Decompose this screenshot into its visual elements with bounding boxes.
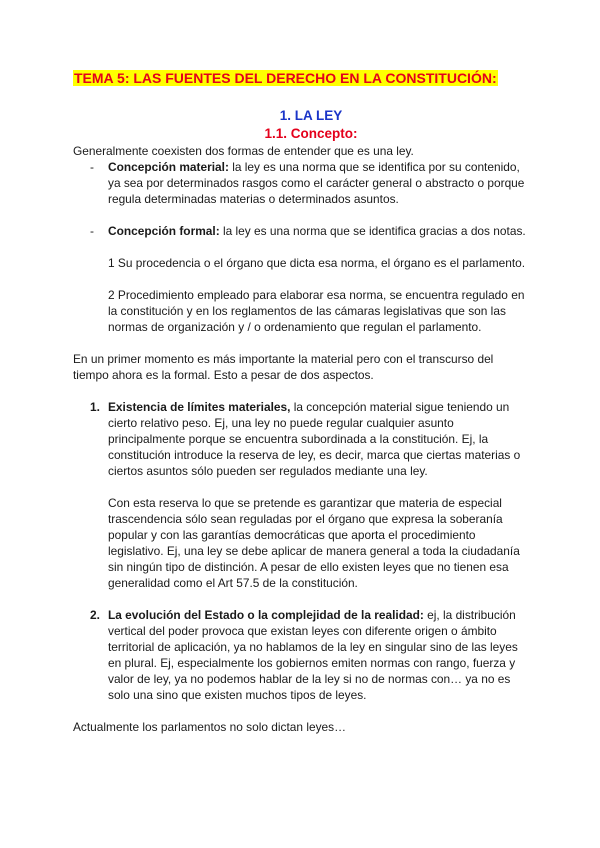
bullet-text: la ley es una norma que se identifica por su contenido, ya sea por determinados rasgos como el carácter general o abstracto o porque regula determinadas materias o determinados asuntos.: [108, 160, 525, 206]
numbered-term: La evolución del Estado o la complejidad de la realidad:: [108, 608, 424, 622]
numbered-item-limites-extra: Con esta reserva lo que se pretende es garantizar que materia de especial trascendencia sólo sean reguladas por el órgano que expresa la soberanía popular y con las garantías democráticas que aporta el procedimiento legislativo. Ej, una ley se debe aplicar de manera general a toda la ciudadanía sin ningún tipo de distinción. A pesar de ello existen leyes que no tienen esa generalidad como el Art 57.5 de la constitución.: [108, 496, 520, 590]
numbered-text: la concepción material sigue teniendo un cierto relativo peso. Ej, una ley no puede regular cualquier asunto principalmente porque se encuentra subordinada a la constitución. Ej, la constitución introduce la reserva de ley, es decir, marca que ciertas materias o ciertos asuntos sólo pueden ser regulados mediante una ley.: [108, 400, 521, 478]
title-block: [73, 70, 498, 88]
bullet-subitem-2: 2 Procedimiento empleado para elaborar esa norma, se encuentra regulado en la constitución y en los reglamentos de las cámaras legislativas que son las normas de organización y / o ordenamiento que regulan el parlamento.: [108, 288, 525, 334]
bullet-text: la ley es una norma que se identifica gracias a dos notas.: [219, 224, 526, 238]
bullet-subitem-1: 1 Su procedencia o el órgano que dicta esa norma, el órgano es el parlamento.: [108, 256, 526, 270]
numbered-text: ej, la distribución vertical del poder provoca que existan leyes con diferente origen o ámbito territorial de aplicación, ya no hablamos de la ley en singular sino de las leyes en plural. Ej, especialmente los gobiernos emiten normas con rango, fuerza y valor de ley, ya no podemos hablar de la ley si no de normas con… ya no es solo una sino que existen muchos tipos de leyes.: [108, 608, 518, 702]
numbered-item-limites: [108, 399, 528, 479]
paragraph-text: En un primer momento es más importante la material pero con el transcurso del tiempo ahora es la formal. Esto a pesar de dos aspectos.: [73, 352, 494, 382]
list-number: 2.: [90, 608, 100, 622]
numbered-item-evolucion: [108, 607, 528, 703]
bullet-concepcion-formal: [108, 223, 528, 239]
heading-la-ley: 1. LA LEY: [279, 108, 343, 123]
numbered-term: Existencia de límites materiales,: [108, 400, 291, 414]
bullet-term: Concepción formal:: [108, 224, 220, 238]
heading-concepto: 1.1. Concepto:: [264, 126, 358, 141]
closing-text: Actualmente los parlamentos no solo dictan leyes…: [73, 720, 346, 734]
bullet-term: Concepción material:: [108, 160, 229, 174]
intro-text: Generalmente coexisten dos formas de entender que es una ley.: [73, 144, 414, 158]
bullet-dash: -: [90, 224, 94, 238]
bullet-dash: -: [90, 160, 94, 174]
document-title: TEMA 5: LAS FUENTES DEL DERECHO EN LA CONSTITUCIÓN:: [74, 70, 497, 86]
list-number: 1.: [90, 400, 100, 414]
bullet-concepcion-material: [108, 159, 528, 207]
